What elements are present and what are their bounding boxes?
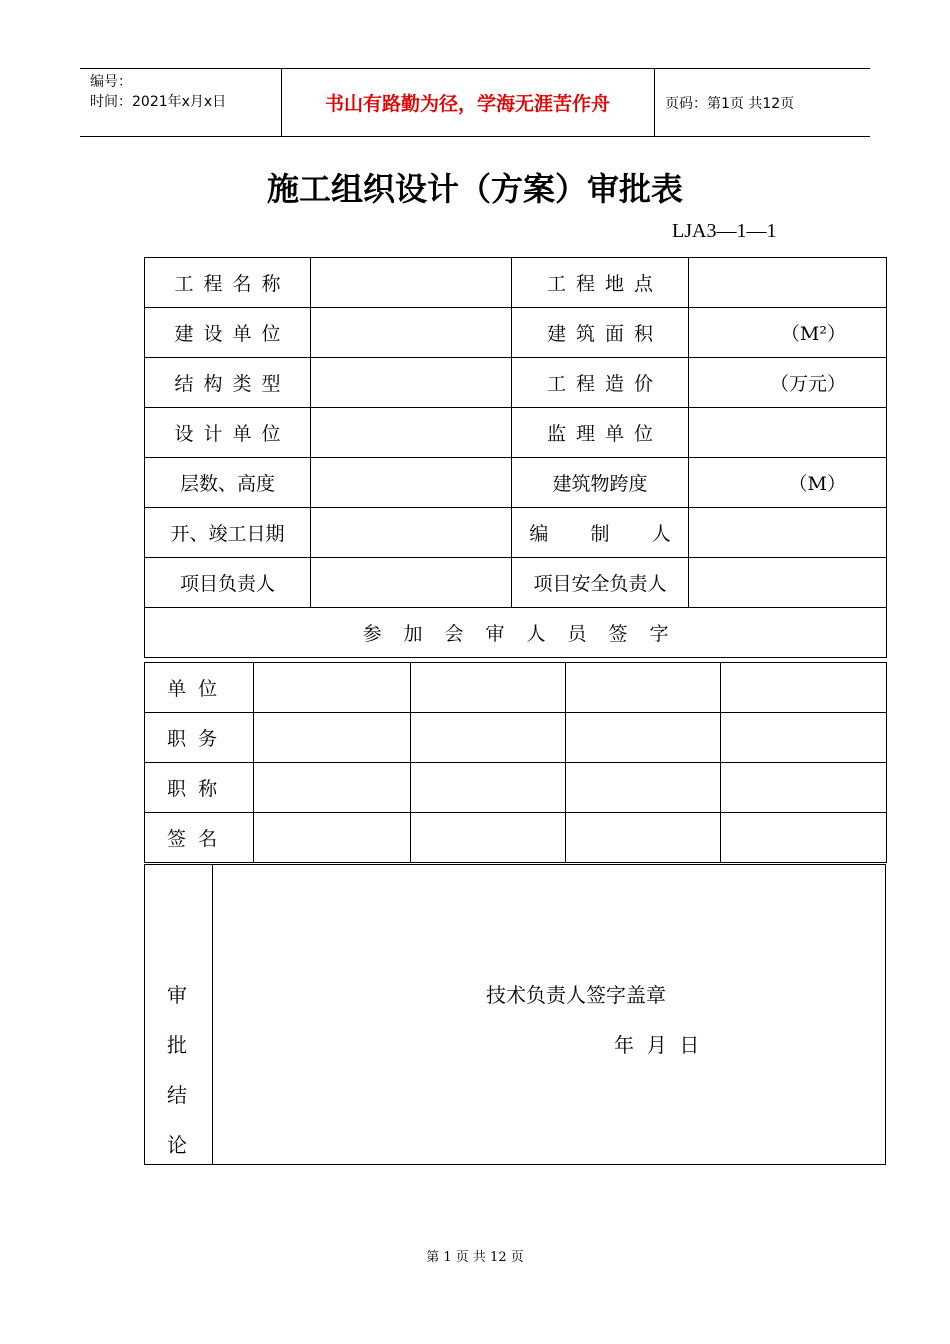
label-cell: 监理单位 xyxy=(512,408,689,458)
signoff-cell[interactable] xyxy=(566,713,721,763)
form-code: LJA3—1—1 xyxy=(672,220,777,242)
label-cell: 建设单位 xyxy=(145,308,311,358)
table-row xyxy=(145,508,887,558)
value-field[interactable] xyxy=(311,358,512,408)
signoff-cell[interactable] xyxy=(411,663,566,713)
table-row xyxy=(145,713,887,763)
header-left xyxy=(90,72,226,112)
signoff-cell[interactable] xyxy=(566,813,721,863)
header-motto: 书山有路勤为径，学海无涯苦作舟 xyxy=(324,93,610,115)
signoff-label: 单 位 xyxy=(145,663,254,713)
label-cell: 工程地点 xyxy=(512,258,689,308)
table-row xyxy=(145,608,887,658)
approval-conclusion-box xyxy=(144,864,886,1165)
signoff-cell[interactable] xyxy=(254,813,411,863)
value-field[interactable] xyxy=(689,508,887,558)
signoff-label: 职 称 xyxy=(145,763,254,813)
label-cell: 层数、高度 xyxy=(145,458,311,508)
label-cell: 结构类型 xyxy=(145,358,311,408)
signoff-cell[interactable] xyxy=(254,713,411,763)
table-row xyxy=(145,558,887,608)
conclusion-label-char: 论 xyxy=(167,1133,187,1157)
signoff-title: 参加会审人员签字 xyxy=(145,608,887,658)
label-cell: 项目负责人 xyxy=(145,558,311,608)
signoff-cell[interactable] xyxy=(411,813,566,863)
value-field[interactable] xyxy=(689,558,887,608)
signoff-label: 职 务 xyxy=(145,713,254,763)
label-cell: 设计单位 xyxy=(145,408,311,458)
page-footer: 第 1 页 共 12 页 xyxy=(426,1250,524,1265)
conclusion-label-char: 审 xyxy=(167,983,187,1007)
value-field[interactable] xyxy=(311,458,512,508)
header-divider xyxy=(654,69,655,136)
value-field[interactable] xyxy=(311,508,512,558)
signoff-cell[interactable] xyxy=(254,763,411,813)
table-row xyxy=(145,358,887,408)
date-label: 年 月 日 xyxy=(614,1033,700,1057)
signoff-label: 签 名 xyxy=(145,813,254,863)
project-info-table xyxy=(144,257,887,658)
tech-lead-signature-label: 技术负责人签字盖章 xyxy=(486,983,666,1007)
value-field[interactable] xyxy=(689,408,887,458)
conclusion-label-char: 批 xyxy=(167,1033,187,1057)
value-field[interactable] xyxy=(689,258,887,308)
value-field[interactable] xyxy=(311,408,512,458)
signoff-cell[interactable] xyxy=(411,763,566,813)
signoff-table xyxy=(144,662,887,863)
label-cell: 项目安全负责人 xyxy=(512,558,689,608)
conclusion-divider xyxy=(212,865,213,1164)
signoff-cell[interactable] xyxy=(721,813,887,863)
signoff-cell[interactable] xyxy=(721,713,887,763)
table-row xyxy=(145,258,887,308)
signoff-cell[interactable] xyxy=(721,663,887,713)
table-row xyxy=(145,408,887,458)
label-cell: 编 制 人 xyxy=(512,508,689,558)
signoff-cell[interactable] xyxy=(566,763,721,813)
signoff-cell[interactable] xyxy=(566,663,721,713)
table-row xyxy=(145,458,887,508)
table-row xyxy=(145,813,887,863)
value-field[interactable]: （万元） xyxy=(689,358,887,408)
signoff-cell[interactable] xyxy=(411,713,566,763)
label-cell: 工程名称 xyxy=(145,258,311,308)
value-field[interactable]: （M） xyxy=(689,458,887,508)
label-cell: 开、竣工日期 xyxy=(145,508,311,558)
signoff-cell[interactable] xyxy=(721,763,887,813)
table-row xyxy=(145,663,887,713)
value-field[interactable] xyxy=(311,308,512,358)
page-header xyxy=(80,68,870,137)
document-title: 施工组织设计（方案）审批表 xyxy=(266,170,683,208)
number-label: 编号： xyxy=(90,74,132,90)
time-label: 时间：2021年x月x日 xyxy=(90,94,227,110)
signoff-cell[interactable] xyxy=(254,663,411,713)
table-row xyxy=(145,308,887,358)
label-cell: 建筑面积 xyxy=(512,308,689,358)
label-cell: 建筑物跨度 xyxy=(512,458,689,508)
value-field[interactable]: （M²） xyxy=(689,308,887,358)
label-cell: 工程造价 xyxy=(512,358,689,408)
value-field[interactable] xyxy=(311,258,512,308)
table-row xyxy=(145,763,887,813)
header-page-info: 页码：第1页 共12页 xyxy=(665,96,795,112)
value-field[interactable] xyxy=(311,558,512,608)
conclusion-label-char: 结 xyxy=(167,1083,187,1107)
